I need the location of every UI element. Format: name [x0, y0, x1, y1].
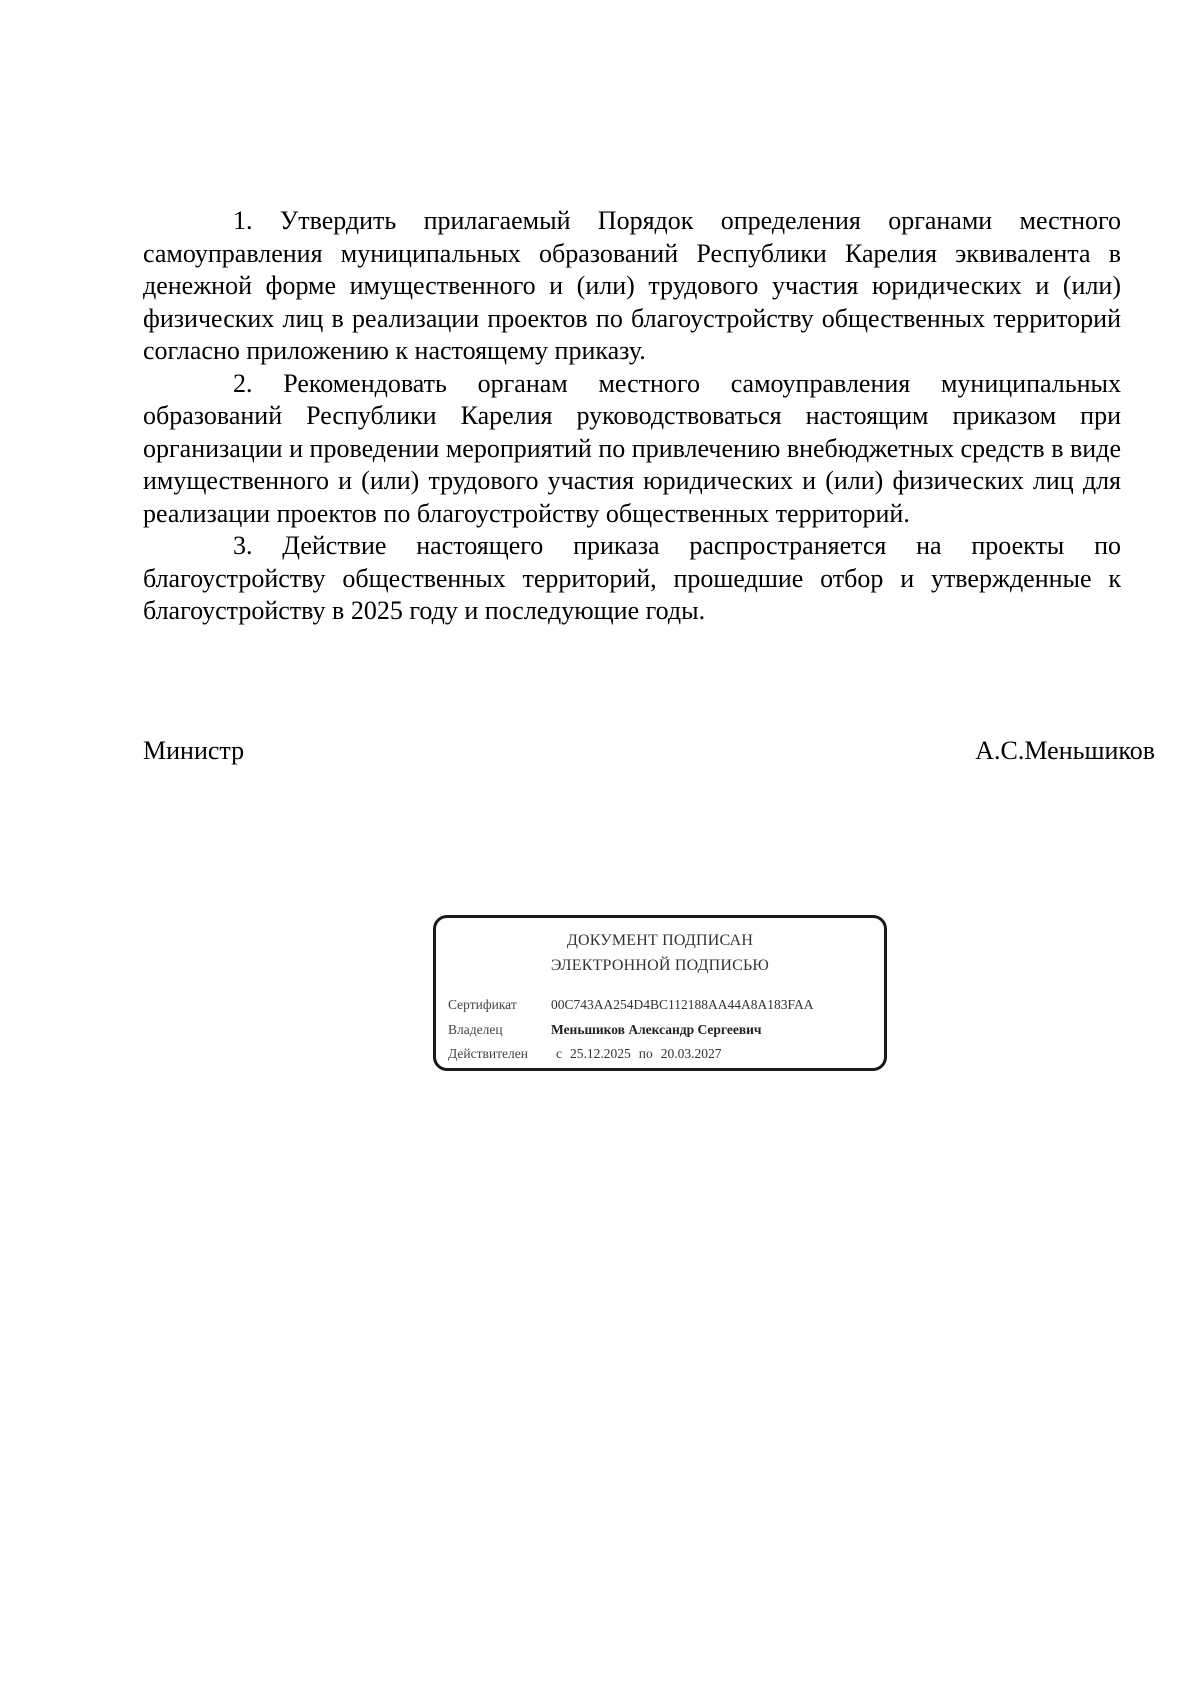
valid-to-prefix: по	[638, 1046, 653, 1061]
stamp-title-line-2: ЭЛЕКТРОННОЙ ПОДПИСЬЮ	[550, 957, 770, 974]
stamp-title-line-1: ДОКУМЕНТ ПОДПИСАН	[566, 932, 754, 949]
valid-from-date: 25.12.2025	[570, 1046, 631, 1061]
owner-label: Владелец	[448, 1022, 503, 1037]
order-body	[143, 205, 1121, 628]
clause-2: 2. Рекомендовать органам местного самоуправления муниципальных образований Республики Карелия руководствоваться настоящим приказом при организации и проведении мероприятий по привлечению внебюджетных средств в виде имущественного и (или) трудового участия юридических и (или) физических лиц для реализации проектов по благоустройству общественных территорий.	[143, 368, 1121, 528]
signer-name: А.С.Меньшиков	[975, 736, 1155, 765]
signer-position: Министр	[143, 736, 245, 765]
stamp-title	[436, 928, 884, 978]
validity-label: Действителен	[448, 1046, 528, 1061]
clause-3: 3. Действие настоящего приказа распространяется на проекты по благоустройству общественных территорий, прошедшие отбор и утвержденные к благоустройству в 2025 году и последующие годы.	[143, 531, 1121, 625]
clause-1: 1. Утвердить прилагаемый Порядок определения органами местного самоуправления муниципальных образований Республики Карелия эквивалента в денежной форме имущественного и (или) трудового участия юридических и (или) физических лиц в реализации проектов по благоустройству общественных территорий согласно приложению к настоящему приказу.	[143, 206, 1121, 365]
valid-from-prefix: с	[556, 1046, 562, 1061]
certificate-label: Сертификат	[448, 997, 517, 1012]
stamp-validity-row	[448, 1045, 721, 1063]
stamp-owner-row	[448, 1021, 762, 1039]
electronic-signature-stamp	[433, 915, 887, 1071]
certificate-value: 00C743AA254D4BC112188AA44A8A183FAA	[551, 997, 814, 1012]
owner-value: Меньшиков Александр Сергеевич	[551, 1022, 762, 1037]
stamp-certificate-row	[448, 996, 814, 1014]
valid-to-date: 20.03.2027	[660, 1046, 722, 1061]
